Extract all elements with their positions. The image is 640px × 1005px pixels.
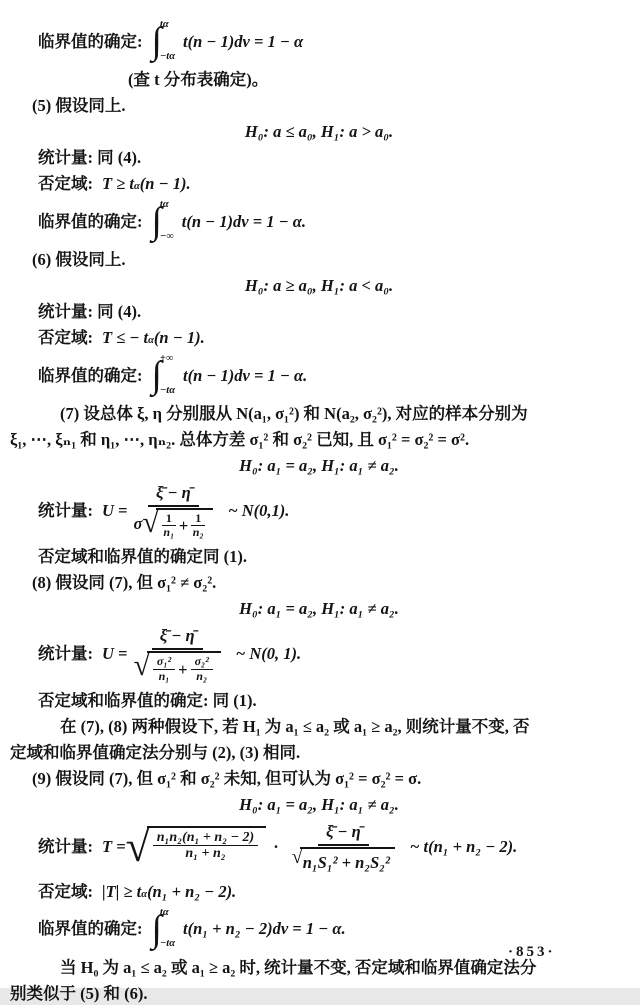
radicand bbox=[156, 508, 213, 539]
statistic-8-formula bbox=[38, 624, 630, 682]
critical-value-line-4 bbox=[38, 18, 630, 64]
u-fraction bbox=[133, 481, 213, 539]
note-9-line-1: 当 H₀ 为 a₁ ≤ a₂ 或 a₁ ≥ a₂ 时, 统计量不变, 否定域和临界值确定法分 bbox=[60, 957, 537, 977]
radical-symbol: √ bbox=[291, 845, 303, 868]
integral-lower-limit: −tα bbox=[159, 938, 176, 950]
radical-symbol: √ bbox=[125, 821, 150, 871]
integral-upper-limit: tα bbox=[159, 906, 169, 918]
hypotheses-5: H₀: a ≤ a₀, H₁: a > a₀. bbox=[244, 122, 394, 141]
rejection-and-critical-7: 否定域和临界值的确定同 (1). bbox=[38, 547, 247, 567]
rejection-region-6: 否定域: T ≤ − t $_\alpha$ (n − 1). bbox=[38, 328, 205, 347]
radicand bbox=[147, 826, 266, 862]
alpha-subscript: α bbox=[133, 181, 140, 192]
integral-expression bbox=[152, 907, 182, 951]
note-78-line-2: 定域和临界值确定法分别与 (2), (3) 相同. bbox=[10, 742, 301, 762]
u-equals: U = bbox=[102, 644, 128, 664]
statistic-9-formula bbox=[38, 820, 630, 874]
item-5-heading: (5) 假设同上. bbox=[32, 96, 126, 115]
integral-expression bbox=[152, 353, 182, 397]
fraction-denominator bbox=[133, 650, 220, 682]
item-9-heading: (9) 假设同 (7), 但 σ₁² 和 σ₂² 未知, 但可认为 σ₁² = σ₂² = σ. bbox=[32, 768, 422, 788]
multiplication-dot: · bbox=[273, 837, 279, 857]
mini-fraction-1: 1 n₁ bbox=[163, 511, 175, 540]
integrand-expression: t(n − 1)dv = 1 − α. bbox=[181, 211, 307, 231]
integral-limits bbox=[160, 353, 175, 397]
statistic-5: 统计量: 同 (4). bbox=[38, 148, 142, 167]
integral-limits bbox=[160, 19, 175, 63]
critical-value-label: 临界值的确定: bbox=[38, 365, 143, 385]
square-root bbox=[142, 508, 213, 539]
radical-symbol: √ bbox=[133, 649, 150, 683]
u-equals: U = bbox=[102, 500, 128, 520]
critical-value-label: 临界值的确定: bbox=[38, 919, 143, 939]
integral-upper-limit: tα bbox=[159, 199, 169, 210]
item-6-heading: (6) 假设同上. bbox=[32, 250, 126, 269]
rejection-region-label: 否定域: bbox=[38, 174, 93, 193]
statistic-7-formula bbox=[38, 481, 630, 539]
radicand bbox=[147, 651, 221, 682]
note-78-line-1: 在 (7), (8) 两种假设下, 若 H₁ 为 a₁ ≤ a₂ 或 a₁ ≥ a₂, 则统计量不变, 否 bbox=[60, 716, 530, 736]
integral-upper-limit: +∞ bbox=[159, 353, 174, 364]
mini-fraction-1: σ₁² n₁ bbox=[153, 655, 175, 682]
square-root-factor bbox=[125, 821, 267, 871]
radical-symbol: √ bbox=[142, 506, 159, 539]
mini-fraction-2: $\frac{1}{\text{n₂}}$ bbox=[192, 511, 204, 540]
mini-fraction-2: $\frac{\text{σ₂²}}{\text{n₂}}$ bbox=[191, 655, 213, 682]
item-8-heading: (8) 假设同 (7), 但 σ₁² ≠ σ₂². bbox=[32, 573, 217, 593]
statistic-label: 统计量: bbox=[38, 644, 93, 664]
fraction-numerator: ξ̄ − η̄ bbox=[152, 624, 203, 650]
integrand-expression: t(n₁ + n₂ − 2)dv = 1 − α. bbox=[183, 919, 346, 939]
hypotheses-7: H₀: a₁ = a₂, H₁: a₁ ≠ a₂. bbox=[239, 456, 399, 475]
alpha-subscript: α bbox=[141, 888, 148, 900]
distribution-tail: ~ N(0,1). bbox=[228, 500, 290, 520]
rejection-region-label: 否定域: bbox=[38, 881, 93, 901]
rejection-and-critical-8: 否定域和临界值的确定: 同 (1). bbox=[38, 690, 257, 710]
critical-value-line-6 bbox=[38, 352, 630, 398]
statistic-6: 统计量: 同 (4). bbox=[38, 302, 142, 321]
t-equals: T = bbox=[102, 837, 126, 857]
integrand-expression: t(n − 1)dv = 1 − α bbox=[183, 31, 304, 51]
square-root bbox=[292, 847, 395, 874]
integral-lower-limit: −tα bbox=[159, 384, 176, 396]
u-fraction bbox=[133, 624, 220, 682]
integral-limits bbox=[160, 907, 175, 951]
item-7-intro-line-1: (7) 设总体 ξ, η 分别服从 N(a₁, σ₁²) 和 N(a₂, σ₂²), 对应的样本分别为 bbox=[60, 404, 528, 423]
note-9-line-2: 别类似于 (5) 和 (6). bbox=[10, 983, 148, 1003]
page-number: ·853· bbox=[508, 944, 556, 960]
integral-expression bbox=[152, 19, 182, 63]
alpha-subscript: α bbox=[148, 335, 154, 346]
critical-value-line-5 bbox=[38, 198, 630, 244]
integral-lower-limit: −tα bbox=[159, 50, 176, 62]
sigma-symbol: σ bbox=[133, 514, 143, 534]
fraction-denominator bbox=[292, 846, 395, 874]
statistic-label: 统计量: bbox=[38, 837, 93, 857]
integral-symbol: ∫ bbox=[151, 354, 162, 396]
distribution-tail: ~ N(0, 1). bbox=[235, 644, 302, 664]
integral-limits bbox=[160, 199, 174, 243]
fraction-numerator: ξ̄ − η̄ bbox=[318, 820, 369, 846]
rejection-region-5: 否定域: T ≥ t $_\alpha$ (n − 1). bbox=[38, 174, 191, 193]
sample-size-fraction: n₁n₂(n₁ + n₂ − 2) n₁ + n₂ bbox=[153, 830, 258, 862]
hypotheses-6: H₀: a ≥ a₀, H₁: a < a₀. bbox=[244, 276, 394, 295]
integral-upper-limit: tα bbox=[159, 19, 169, 30]
radicand: n₁S₁² + n₂S₂² bbox=[300, 847, 395, 874]
t-table-note: (查 t 分布表确定)。 bbox=[128, 70, 269, 89]
hypotheses-8: H₀: a₁ = a₂, H₁: a₁ ≠ a₂. bbox=[239, 599, 399, 619]
distribution-tail: ~ t(n₁ + n₂ − 2). bbox=[409, 837, 518, 857]
fraction-denominator bbox=[133, 507, 213, 539]
hypotheses-9: H₀: a₁ = a₂, H₁: a₁ ≠ a₂. bbox=[239, 794, 399, 814]
critical-value-label: 临界值的确定: bbox=[38, 211, 143, 231]
rejection-region-label: 否定域: bbox=[38, 328, 93, 347]
integral-symbol: ∫ bbox=[151, 200, 162, 242]
statistic-label: 统计量: bbox=[38, 500, 93, 520]
critical-value-label: 临界值的确定: bbox=[38, 31, 143, 51]
t-fraction bbox=[292, 820, 395, 874]
plus-sign: + bbox=[178, 659, 188, 679]
integral-lower-limit: −∞ bbox=[159, 230, 174, 242]
fraction-numerator: ξ̄ − η̄ bbox=[148, 481, 199, 507]
plus-sign: + bbox=[178, 516, 189, 536]
rejection-region-9: 否定域: |T| ≥ t $_\alpha$ (n₁ + n₂ − 2). bbox=[38, 881, 237, 901]
integral-expression bbox=[152, 199, 180, 243]
item-7-intro-line-2: ξ₁, ⋯, ξₙ₁ 和 η₁, ⋯, ηₙ₂. 总体方差 σ₁² 和 σ₂² 已知, 且 σ₁² = σ₂² = σ². bbox=[10, 430, 470, 449]
integral-symbol: ∫ bbox=[151, 20, 162, 62]
integral-symbol: ∫ bbox=[151, 907, 162, 950]
square-root bbox=[133, 651, 220, 682]
integrand-expression: t(n − 1)dv = 1 − α. bbox=[183, 365, 308, 385]
